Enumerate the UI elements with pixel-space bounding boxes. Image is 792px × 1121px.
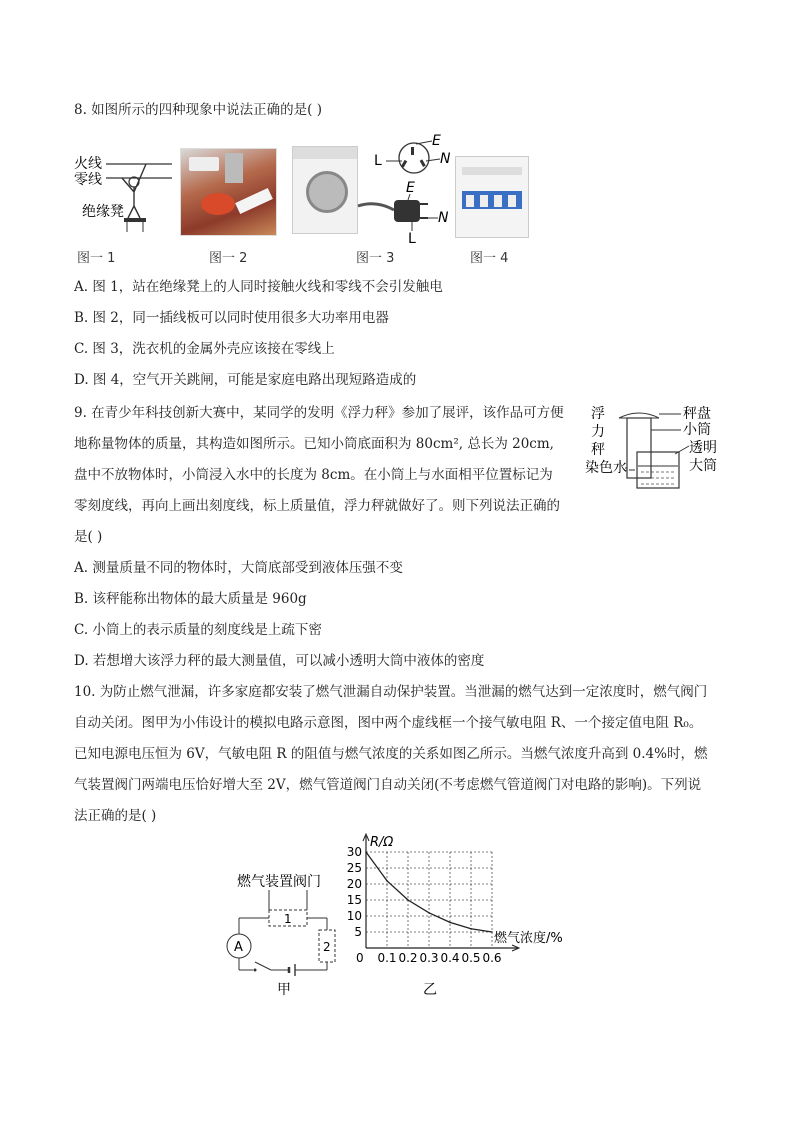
y-tick-label: 15: [346, 893, 362, 907]
fig3-E-top: E: [432, 133, 441, 149]
fig3-E-bot: E: [406, 180, 415, 196]
circuit-caption: 甲: [277, 982, 291, 998]
q10-line-2: 自动关闭。图甲为小伟设计的模拟电路示意图，图中两个虚线框一个接气敏电阻 R、一个接定值电阻 R₀。: [74, 715, 703, 731]
q9-option-b: B. 该秤能称出物体的最大质量是 960g: [74, 591, 307, 607]
y-tick-label: 20: [346, 877, 362, 891]
x-axis-label: 燃气浓度/%: [494, 931, 563, 946]
x-tick-label: 0.4: [440, 951, 460, 965]
y-axis-label: R/Ω: [370, 835, 394, 850]
circuit-valve-label: 燃气装置阀门: [237, 874, 321, 890]
q9-option-a: A. 测量质量不同的物体时，大筒底部受到液体压强不变: [74, 560, 403, 576]
q9-line-1: 9. 在青少年科技创新大赛中，某同学的发明《浮力秤》参加了展评，该作品可方便: [74, 405, 564, 421]
fig2-caption: 图一 2: [209, 251, 248, 266]
data-point: [449, 922, 451, 924]
q10-line-1: 10. 为防止燃气泄漏，许多家庭都安装了燃气泄漏自动保护装置。当泄漏的燃气达到一定浓度时，燃气阀门: [74, 684, 708, 700]
x-tick-label: 0.1: [377, 951, 397, 965]
q10-line-3: 已知电源电压恒为 6V，气敏电阻 R 的阻值与燃气浓度的关系如图乙所示。当燃气浓度升高到 0.4%时，燃: [74, 746, 708, 762]
q8-option-d: D. 图 4，空气开关跳闸，可能是家庭电路出现短路造成的: [74, 372, 417, 388]
y-tick-label: 25: [346, 861, 362, 875]
fig1-caption: 图一 1: [77, 251, 116, 266]
fig3-washing-machine-photo: [292, 146, 358, 234]
data-point: [428, 912, 430, 914]
q8-option-c: C. 图 3，洗衣机的金属外壳应该接在零线上: [74, 341, 335, 357]
q9-transparent-label: 透明: [689, 440, 717, 456]
chart-caption: 乙: [423, 982, 437, 998]
x-tick-label: 0.2: [398, 951, 418, 965]
q9-label-fu: 浮: [591, 406, 605, 422]
q9-line-5: 是( ): [74, 529, 103, 545]
q9-small-tube-label: 小筒: [683, 422, 711, 438]
q10-line-5: 法正确的是( ): [74, 808, 157, 824]
q8-option-a: A. 图 1，站在绝缘凳上的人同时接触火线和零线不会引发触电: [74, 279, 443, 295]
fig1-neutral-label: 零线: [74, 172, 102, 188]
fig3-N-bot: N: [438, 210, 449, 226]
q9-label-li: 力: [591, 424, 605, 440]
fig1-diagram: [74, 148, 174, 248]
q9-line-2: 地称量物体的质量，其构造如图所示。已知小筒底面积为 80cm², 总长为 20cm,: [74, 436, 554, 452]
x-tick-label: 0.3: [419, 951, 439, 965]
x-tick-label: 0.5: [461, 951, 481, 965]
q10-line-4: 气装置阀门两端电压恰好增大至 2V，燃气管道阀门自动关闭(不考虑燃气管道阀门对电路的影响)。下列说: [74, 777, 702, 793]
q10-circuit-diagram: [215, 868, 350, 998]
q9-line-3: 盘中不放物体时，小筒浸入水中的长度为 8cm。在小筒上与水面相平位置标记为: [74, 467, 553, 483]
x-tick-label: 0.6: [482, 951, 502, 965]
q8-stem: 8. 如图所示的四种现象中说法正确的是( ): [74, 102, 322, 118]
q8-option-b: B. 图 2，同一插线板可以同时使用很多大功率用电器: [74, 310, 389, 326]
q9-big-tube-label: 大筒: [689, 458, 717, 474]
circuit-box1-label: 1: [284, 912, 292, 926]
data-point: [386, 880, 388, 882]
q9-line-4: 零刻度线，再向上画出刻度线，标上质量值，浮力秤就做好了。则下列说法正确的: [74, 498, 560, 514]
data-point: [491, 931, 493, 933]
q9-option-c: C. 小筒上的表示质量的刻度线是上疏下密: [74, 622, 322, 638]
fig3-L-bot: L: [408, 231, 416, 247]
fig3-L-top: L: [374, 153, 382, 169]
data-point: [365, 851, 367, 853]
fig1-stool-label: 绝缘凳: [82, 204, 124, 220]
y-tick-label: 5: [354, 925, 362, 939]
q9-pan-label: 秤盘: [683, 406, 711, 422]
q10-resistance-chart: [340, 830, 600, 998]
y-tick-label: 10: [346, 909, 362, 923]
y-tick-label: 30: [346, 845, 362, 859]
fig1-live-label: 火线: [74, 156, 102, 172]
ammeter-label: A: [234, 940, 243, 955]
fig4-caption: 图一 4: [470, 251, 509, 266]
q9-option-d: D. 若想增大该浮力秤的最大测量值，可以减小透明大筒中液体的密度: [74, 653, 485, 669]
data-point: [407, 899, 409, 901]
fig2-power-strip-photo: [180, 148, 277, 236]
fig3-caption: 图一 3: [356, 251, 395, 266]
fig3-N-top: N: [440, 151, 451, 167]
circuit-box2-label: 2: [323, 940, 331, 954]
fig4-breaker-photo: [455, 156, 529, 238]
origin-label: 0: [356, 951, 364, 965]
data-point: [470, 928, 472, 930]
q9-label-cheng: 秤: [591, 442, 605, 458]
q9-dye-water-label: 染色水: [585, 460, 627, 476]
q9-float-scale-diagram: [585, 402, 725, 492]
fig3-plug-diagram: [356, 130, 466, 248]
